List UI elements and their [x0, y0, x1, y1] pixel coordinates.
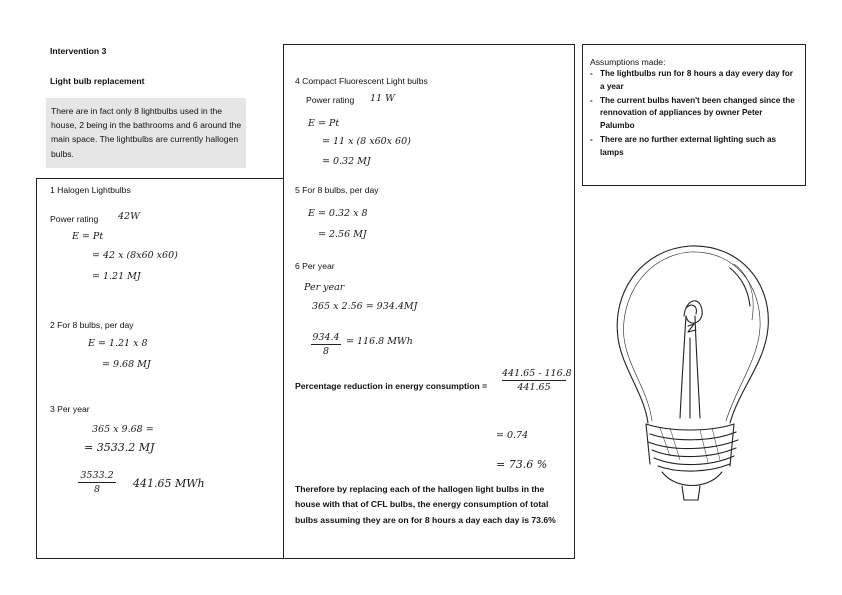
fraction-bar — [311, 344, 341, 345]
cfl-power-label: Power rating — [306, 95, 355, 105]
cfl-eq-8: = 116.8 MWh — [346, 336, 413, 347]
section-6-title: 6 Per year — [295, 261, 335, 271]
halogen-eq-4: E = 1.21 x 8 — [88, 338, 148, 349]
cfl-eq-2: = 11 x (8 x60x 60) — [322, 136, 411, 147]
assumption-item: - The lightbulbs run for 8 hours a day every day for a year — [590, 68, 799, 93]
assumption-item: - There are no further external lighting such as lamps — [590, 134, 799, 159]
halogen-eq-7: = 3533.2 MJ — [84, 441, 155, 454]
halogen-eq-2: = 42 x (8x60 x60) — [92, 250, 178, 261]
section-4-title: 4 Compact Fluorescent Light bulbs — [295, 76, 428, 86]
assumptions-list — [590, 68, 799, 159]
cfl-eq-5: = 2.56 MJ — [318, 229, 367, 240]
cfl-fraction-numerator: 934.4 — [312, 332, 340, 343]
halogen-fraction — [78, 470, 116, 495]
section-2-title: 2 For 8 bulbs, per day — [50, 320, 134, 330]
cfl-fraction-denominator: 8 — [322, 346, 330, 357]
assumptions-box — [582, 44, 806, 186]
intro-text: There are in fact only 8 lightbulbs used in the house, 2 being in the bathrooms and 6 around the main space. The lightbulbs are currently hallogen bulbs. — [51, 106, 242, 159]
percentage-eq-2: = 73.6 % — [496, 458, 548, 471]
halogen-eq-5: = 9.68 MJ — [102, 359, 151, 370]
percentage-numerator: 441.65 - 116.8 — [502, 368, 572, 379]
assumptions-title: Assumptions made: — [590, 57, 666, 67]
assumption-item: - The current bulbs haven't been changed since the rennovation of appliances by owner Peter Palumbo — [590, 95, 799, 133]
halogen-eq-8: 441.65 MWh — [133, 477, 205, 490]
percentage-eq-1: = 0.74 — [496, 430, 529, 441]
cfl-eq-3: = 0.32 MJ — [322, 156, 371, 167]
page-title: Light bulb replacement — [50, 76, 145, 86]
halogen-fraction-numerator: 3533.2 — [80, 470, 114, 481]
section-3-title: 3 Per year — [50, 404, 90, 414]
halogen-eq-3: = 1.21 MJ — [92, 271, 141, 282]
percentage-denominator: 441.65 — [517, 382, 551, 393]
cfl-eq-6: Per year — [304, 282, 345, 293]
cfl-eq-1: E = Pt — [308, 118, 340, 129]
lightbulb-sketch-icon — [600, 228, 790, 518]
halogen-power-value: 42W — [118, 211, 140, 222]
cfl-power-value: 11 W — [370, 93, 395, 104]
conclusion-text: Therefore by replacing each of the hallogen light bulbs in the house with that of CFL bulbs, the energy consumption of total bulbs assuming they are on for 8 hours a day each day is 73.6% — [295, 484, 556, 525]
cfl-fraction — [311, 332, 341, 357]
cfl-eq-7: 365 x 2.56 = 934.4MJ — [312, 301, 418, 312]
halogen-eq-6: 365 x 9.68 = — [92, 424, 154, 435]
cfl-eq-4: E = 0.32 x 8 — [308, 208, 368, 219]
halogen-fraction-denominator: 8 — [93, 484, 101, 495]
halogen-eq-1: E = Pt — [72, 231, 104, 242]
percentage-label: Percentage reduction in energy consumption = — [295, 381, 488, 391]
percentage-fraction — [502, 368, 572, 393]
section-5-title: 5 For 8 bulbs, per day — [295, 185, 379, 195]
fraction-bar — [502, 380, 566, 381]
section-1-title: 1 Halogen Lightbulbs — [50, 185, 131, 195]
intervention-label: Intervention 3 — [50, 46, 107, 56]
halogen-power-label: Power rating — [50, 214, 99, 224]
fraction-bar — [78, 482, 116, 483]
